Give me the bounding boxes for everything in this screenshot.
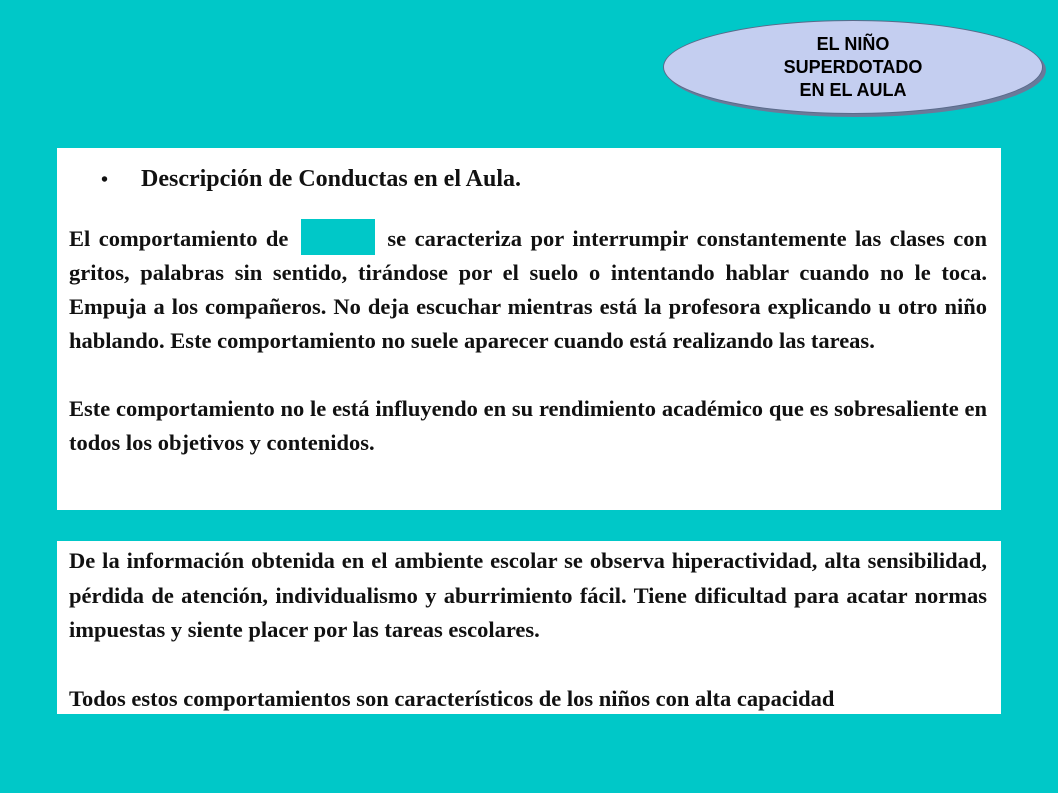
paragraph-behavior-rest: se caracteriza por interrumpir constantemente las clases con gritos, palabras sin sentido, tirándose por el suelo o intentando hablar cuando no le toca. Empuja a los compañeros. No deja escuchar mientras está la profesora explicando u otro niño hablando. Este comportamiento no suele aparecer cuando está realizando las tareas.	[69, 226, 988, 353]
paragraph-observations: De la información obtenida en el ambiente escolar se observa hiperactividad, alta sensibilidad, pérdida de atención, individualismo y aburrimiento fácil. Tiene dificultad para acatar normas impuestas y siente placer por las tareas escolares.	[69, 548, 987, 642]
paragraph-behavior	[69, 219, 987, 358]
section-heading	[101, 166, 987, 193]
title-line-2: SUPERDOTADO	[783, 56, 923, 77]
paragraph-performance: Este comportamiento no le está influyendo en su rendimiento académico que es sobresaliente en todos los objetivos y contenidos.	[69, 396, 987, 455]
behavior-description-panel	[57, 148, 1001, 510]
title-line-1: EL NIÑO	[816, 33, 890, 54]
paragraph-conclusion: Todos estos comportamientos son característicos de los niños con alta capacidad	[69, 685, 835, 711]
title-line-3: EN EL AULA	[799, 79, 907, 100]
paragraph-behavior-start: El comportamiento de	[69, 226, 289, 251]
title-oval	[663, 20, 1043, 114]
school-observations-panel	[57, 541, 1001, 714]
section-heading-text: Descripción de Conductas en el Aula.	[141, 166, 522, 192]
redacted-name-box	[301, 219, 375, 255]
bullet-icon: •	[101, 169, 109, 191]
